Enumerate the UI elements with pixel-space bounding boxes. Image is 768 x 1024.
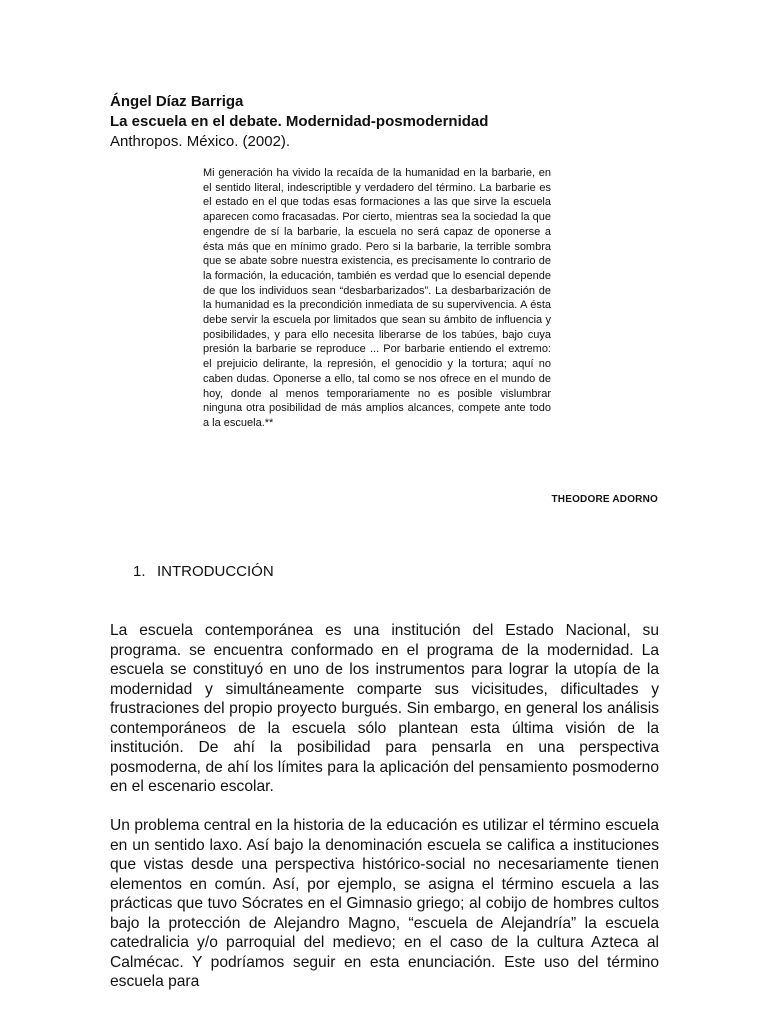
section-heading (133, 562, 274, 582)
author-name: Ángel Díaz Barriga (110, 93, 244, 110)
body-paragraph: Un problema central en la historia de la educación es utilizar el término escuela en un sentido laxo. Así bajo la denominación escuela se califica a instituciones que vistas desde una perspectiva histórico-social no necesariamente tienen elementos en común. Así, por ejemplo, se asigna el término escuela a las prácticas que tuvo Sócrates en el Gimnasio griego; al cobijo de hombres cultos bajo la protección de Alejandro Magno, “escuela de Alejandría” la escuela catedralicia y/o parroquial del medievo; en el caso de la cultura Azteca al Calmécac. Y podríamos seguir en esta enunciación. Este uso del término escuela para (110, 817, 659, 990)
publisher-info: Anthropos. México. (2002). (110, 133, 291, 150)
section-number: 1. (133, 563, 146, 580)
section-title: INTRODUCCIÓN (157, 563, 274, 580)
epigraph-attribution: THEODORE ADORNO (551, 494, 658, 505)
body-paragraph: La escuela contemporánea es una institución del Estado Nacional, su programa. se encuentra conformado en el programa de la modernidad. La escuela se constituyó en uno de los instrumentos para lograr la utopía de la modernidad y simultáneamente comparte sus vicisitudes, dificultades y frustraciones del propio proyecto burgués. Sin embargo, en general los análisis contemporáneos de la escuela sólo plantean esta última visión de la institución. De ahí la posibilidad para pensarla en una perspectiva posmoderna, de ahí los límites para la aplicación del pensamiento posmoderno en el escenario escolar. (110, 622, 659, 795)
book-title: La escuela en el debate. Modernidad-posmodernidad (110, 113, 489, 130)
epigraph-quote: Mi generación ha vivido la recaída de la humanidad en la barbarie, en el sentido literal, indescriptible y verdadero del término. La barbarie es el estado en el que todas esas formaciones a las que sirve la escuela aparecen como fracasadas. Por cierto, mientras sea la sociedad la que engendre de sí la barbarie, la escuela no será capaz de oponerse a ésta más que en mínimo grado. Pero si la barbarie, la terrible sombra que se abate sobre nuestra existencia, es precisamente lo contrario de la formación, la educación, también es verdad que lo esencial depende de que los individuos sean “desbarbarizados”. La desbarbarización de la humanidad es la precondición inmediata de su supervivencia. A ésta debe servir la escuela por limitados que sean su ámbito de influencia y posibilidades, y para ello necesita liberarse de los tabúes, bajo cuya presión la barbarie se reproduce ... Por barbarie entiendo el extremo: el prejuicio delirante, la represión, el genocidio y la tortura; aquí no caben dudas. Oponerse a ello, tal como se nos ofrece en el mundo de hoy, donde al menos temporariamente no es posible vislumbrar ninguna otra posibilidad de más amplios alcances, compete ante todo a la escuela.** (203, 167, 551, 429)
document-header (110, 92, 670, 152)
